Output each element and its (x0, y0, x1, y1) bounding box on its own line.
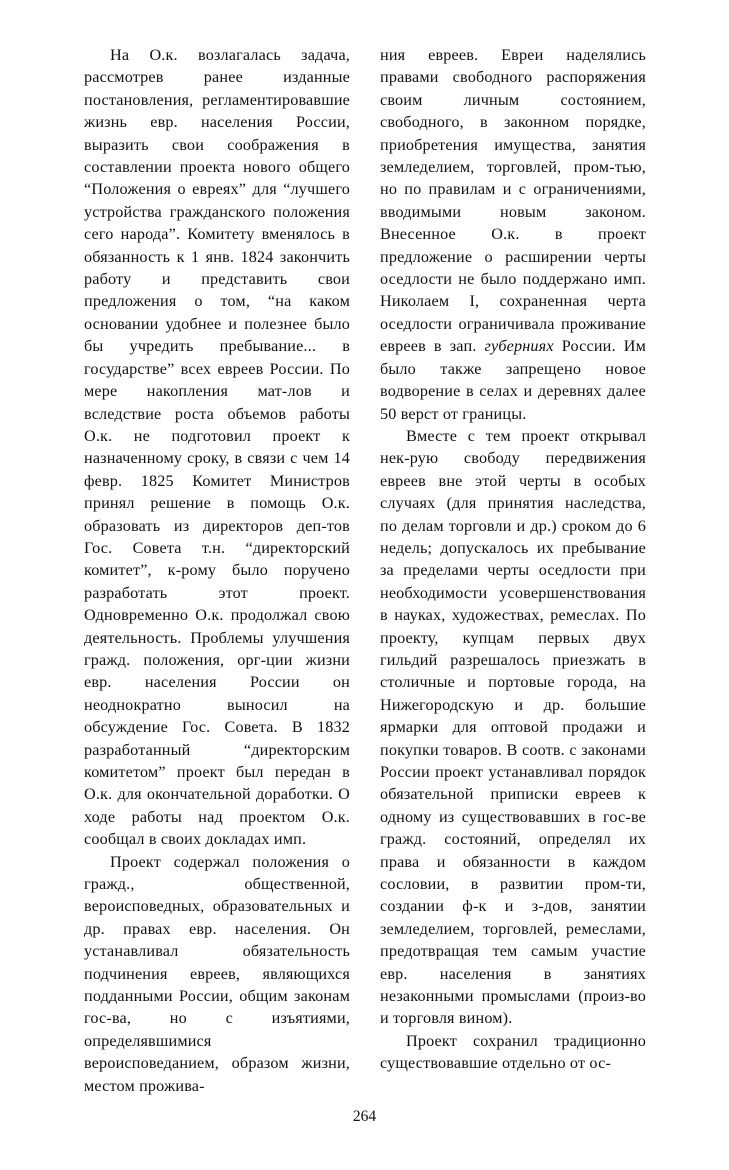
paragraph (380, 44, 646, 425)
paragraph: На О.к. возлагалась задача, рассмотрев ранее изданные постановления, регламентировавшие жизнь евр. населения России, выразить свои соображения в составлении проекта нового общего “Положения о евреях” для “лучшего устройства гражданского положения сего народа”. Комитету вменялось в обязанность к 1 янв. 1824 закончить работу и представить свои предложения о том, “на каком основании удобнее и полезнее было бы учредить пребывание... в государстве” всех евреев России. По мере накопления мат-лов и вследствие роста объемов работы О.к. не подготовил проект к назначенному сроку, в связи с чем 14 февр. 1825 Комитет Министров принял решение в помощь О.к. образовать из директоров деп-тов Гос. Совета т.н. “директорский комитет”, к-рому было поручено разработать этот проект. Одновременно О.к. продолжал свою деятельность. Проблемы улучшения гражд. положения, орг-ции жизни евр. населения России он неоднократно выносил на обсуждение Гос. Совета. В 1832 разработанный “директорским комитетом” проект был передан в О.к. для окончательной доработки. О ходе работы над проектом О.к. сообщал в своих докладах имп. (84, 46, 350, 849)
right-column (380, 44, 646, 1097)
paragraph (380, 425, 646, 1030)
text-run: ния евреев. Евреи наделялись правами свободного распоряжения своим личным состоянием, свободного, в законном порядке, приобретения имущества, занятия земледелием, торговлей, пром-тью, но по правилам и с ограничениями, вводимыми новым законом. Внесенное О.к. в проект предложение о расширении черты оседлости не было поддержано имп. Николаем I, сохраненная черта оседлости ограничивала проживание евреев в зап. (380, 46, 646, 356)
text-run: Проект сохранил традиционно существовавшие отдельно от ос- (380, 1031, 646, 1073)
left-column (84, 44, 350, 1097)
paragraph: Проект содержал положения о гражд., общественной, вероисповедных, образовательных и др. правах евр. населения. Он устанавливал обязательность подчинения евреев, являющихся подданными России, общим законам гос-ва, но с изъятиями, определявшимися вероисповеданием, образом жизни, местом прожива- (84, 852, 350, 1095)
text-run: Вместе с тем проект открывал нек-рую свободу передвижения евреев вне этой черты в особых случаях (для принятия наследства, по делам торговли и др.) сроком до 6 недель; допускалось их пребывание за пределами черты оседлости при необходимости усовершенствования в науках, художествах, ремеслах. По проекту, купцам первых двух гильдий разрешалось приезжать в столичные и портовые города, на Нижегородскую и др. большие ярмарки для оптовой продажи и покупки товаров. В соотв. с законами России проект устанавливал порядок обязательной приписки евреев к одному из существовавших в гос-ве гражд. состояний, определял их права и обязанности в каждом сословии, в развитии пром-ти, создании ф-к и з-дов, занятии земледелием, торговлей, ремеслами, предотвращая тем самым участие евр. населения в занятиях незаконными промыслами (произ-во и торговля вином). (380, 426, 646, 1028)
paragraph (380, 1030, 646, 1075)
page-number: 264 (352, 1108, 377, 1125)
text-run-italic: губерниях (484, 337, 554, 356)
two-column-text-body (84, 44, 646, 1097)
text-run: России. Им было также запрещено новое водворение в селах и деревнях далее 50 верст от границы. (380, 337, 646, 423)
